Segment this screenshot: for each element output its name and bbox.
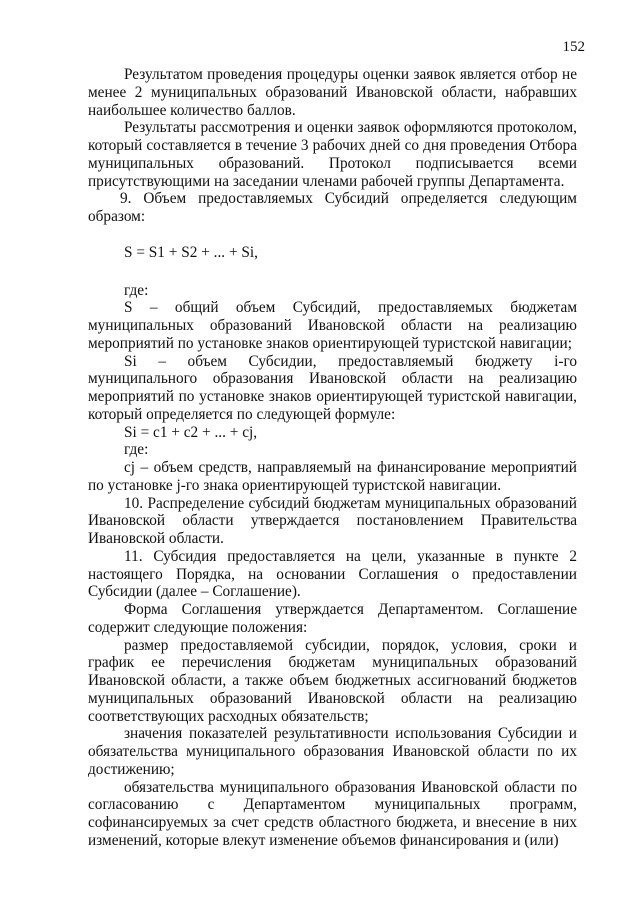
page-number: 152 <box>562 39 585 55</box>
formula-total-subsidy: S = S1 + S2 + ... + Si, <box>124 243 258 261</box>
paragraph-indicators: значения показателей результативности использования Субсидии и обязательства муниципального образования Ивановской области по их достижению; <box>88 725 577 778</box>
document-body <box>88 66 577 850</box>
definition-s: S – общий объем Субсидий, предоставляемых бюджетам муниципальных образований Ивановской области на реализацию мероприятий по установке знаков ориентирующей туристской навигации; <box>88 299 577 352</box>
paragraph-agreement-form: Форма Соглашения утверждается Департаментом. Соглашение содержит следующие положения: <box>88 601 577 636</box>
paragraph-protocol: Результаты рассмотрения и оценки заявок оформляются протоколом, который составляется в течение 3 рабочих дней со дня проведения Отбора муниципальных образований. Протокол подписывается всеми присутствующими на заседании членами рабочей группы Департамента. <box>88 119 577 190</box>
definition-si: Si – объем Субсидии, предоставляемый бюджету i-го муниципального образования Ивановской области на реализацию мероприятий по установке знаков ориентирующей туристской навигации, который определяется по следующей формуле: <box>88 352 577 423</box>
paragraph-subsidy-size: размер предоставляемой субсидии, порядок, условия, сроки и график ее перечисления бюджетам муниципальных образований Ивановской области, а также объем бюджетных ассигнований бюджетов муниципальных образований Ивановской области на реализацию соответствующих расходных обязательств; <box>88 636 577 725</box>
paragraph-selection-result: Результатом проведения процедуры оценки заявок является отбор не менее 2 муниципальных образований Ивановской области, набравших наибольшее количество баллов. <box>88 66 577 119</box>
paragraph-item-9: 9. Объем предоставляемых Субсидий определяется следующим образом: <box>88 190 577 225</box>
paragraph-item-10: 10. Распределение субсидий бюджетам муниципальных образований Ивановской области утверждается постановлением Правительства Ивановской области. <box>88 494 577 547</box>
paragraph-item-11: 11. Субсидия предоставляется на цели, указанные в пункте 2 настоящего Порядка, на основании Соглашения о предоставлении Субсидии (далее – Соглашение). <box>88 547 577 601</box>
where-label-1: где: <box>124 281 149 299</box>
formula-si: Si = c1 + c2 + ... + cj, <box>124 423 258 441</box>
definition-cj: cj – объем средств, направляемый на финансирование мероприятий по установке j-го знака ориентирующей туристской навигации. <box>88 459 577 494</box>
paragraph-obligations: обязательства муниципального образования Ивановской области по согласованию с Департаментом муниципальных программ, софинансируемых за счет средств областного бюджета, и внесение в них изменений, которые влекут изменение объемов финансирования и (или) <box>88 778 577 849</box>
where-label-2: где: <box>124 441 149 459</box>
